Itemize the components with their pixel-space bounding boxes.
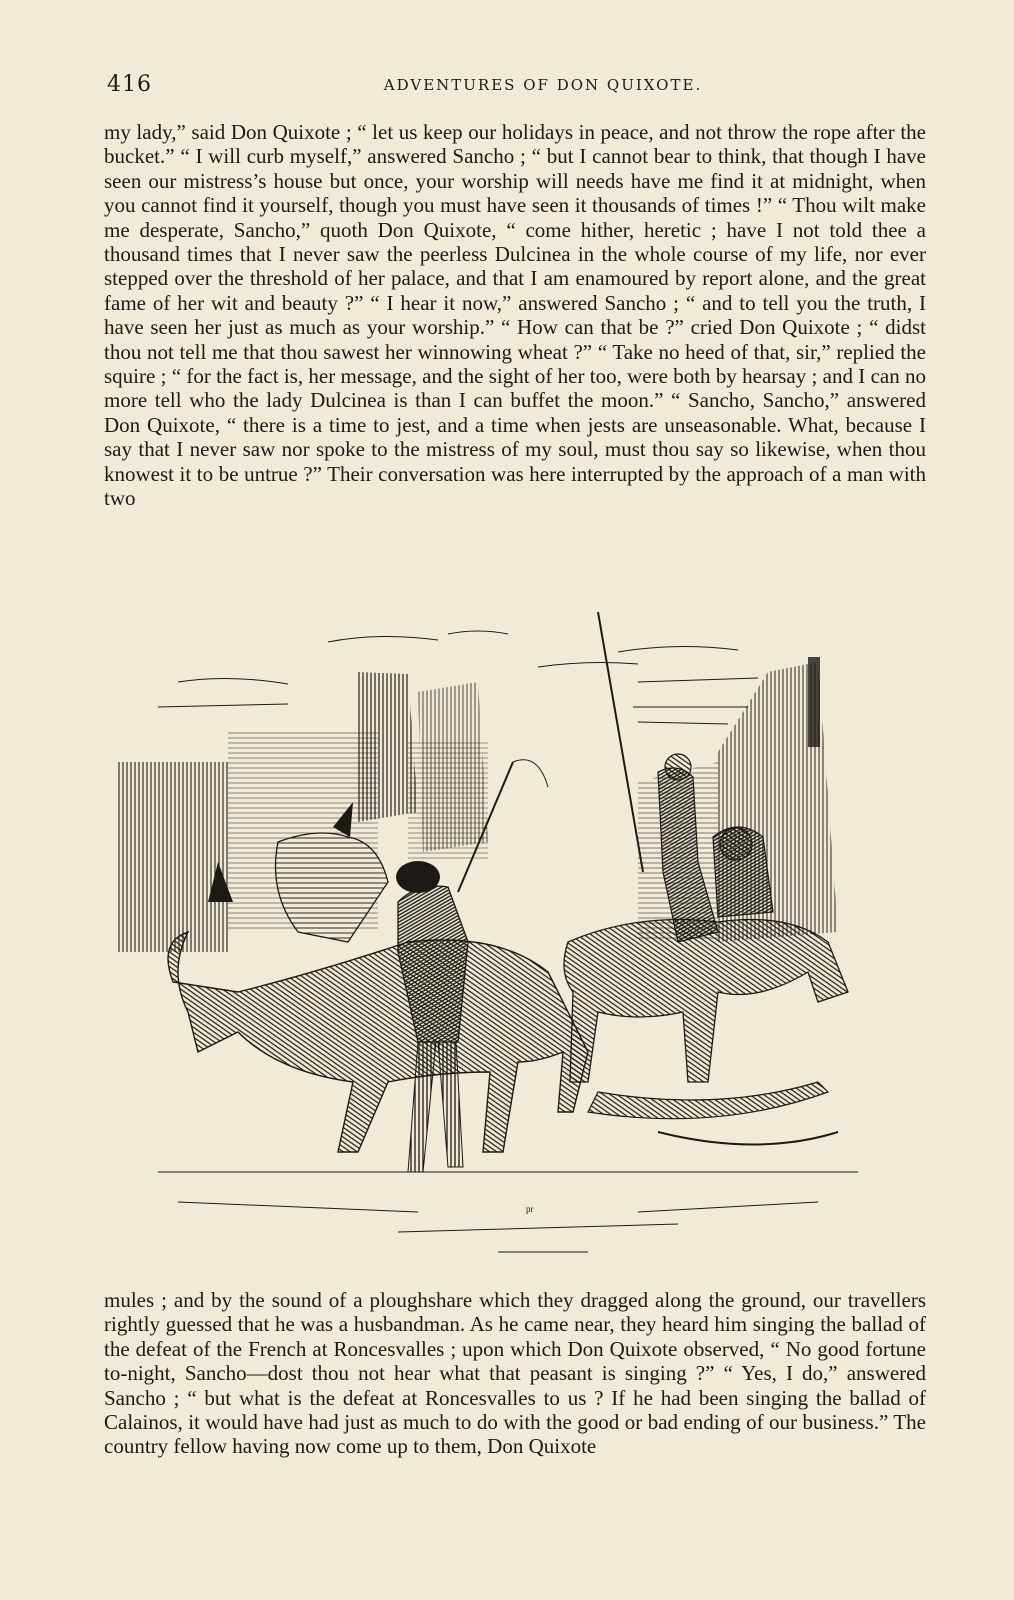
engraving-illustration [118,612,893,1270]
husbandman-hat [396,861,440,893]
body-text-top: my lady,” said Don Quixote ; “ let us keep our holidays in peace, and not throw the rope after the bucket.” “ I will curb myself,” answered Sancho ; “ but I cannot bear to think, that though I have seen our mistress’s house but once, your worship will needs have me find it at midnight, when you cannot find it yourself, though you must have seen it thousands of times !” “ Thou wilt make me desperate, Sancho,” quoth Don Quixote, “ come hither, heretic ; have I not told thee a thousand times that I never saw the peerless Dulcinea in the whole course of my life, nor ever stepped over the threshold of her palace, and that I am enamoured by report alone, and the great fame of her wit and beauty ?” “ I hear it now,” answered Sancho ; “ and to tell you the truth, I have seen her just as much as your worship.” “ How can that be ?” cried Don Quixote ; “ didst thou not tell me that thou sawest her winnowing wheat ?” “ Take no heed of that, sir,” replied the squire ; “ for the fact is, her message, and the sight of her too, were both by hearsay ; and I can no more tell who the lady Dulcinea is than I can buffet the moon.” “ Sancho, Sancho,” answered Don Quixote, “ there is a time to jest, and a time when jests are unseasonable. What, because I say that I never saw nor spoke to the mistress of my soul, must thou say so likewise, when thou knowest it to be untrue ?” Their conversation was here interrupted by the approach of a man with two [104,120,926,511]
running-title: ADVENTURES OF DON QUIXOTE. [383,76,703,94]
engraver-mark: pr [526,1204,534,1214]
horse-rocinante [564,920,848,1083]
lance [598,612,643,872]
page-header [103,72,923,102]
mule-front [168,932,588,1152]
left-building [118,762,228,952]
page-number: 416 [107,72,152,97]
engraving-drawing [118,612,893,1270]
ground [158,1172,858,1252]
ploughshare [588,1082,828,1119]
body-text-bottom: mules ; and by the sound of a ploughshare which they dragged along the ground, our travellers rightly guessed that he was a husbandman. As he came near, they heard him singing the ballad of the defeat of the French at Roncesvalles ; upon which Don Quixote observed, “ No good fortune to-night, Sancho—dost thou not hear what that peasant is singing ?” “ Yes, I do,” answered Sancho ; “ but what is the defeat at Roncesvalles to us ? If he had been singing the ballad of Calainos, it would have had just as much to do with the good or bad ending of our business.” The country fellow having now come up to them, Don Quixote [104,1288,926,1459]
